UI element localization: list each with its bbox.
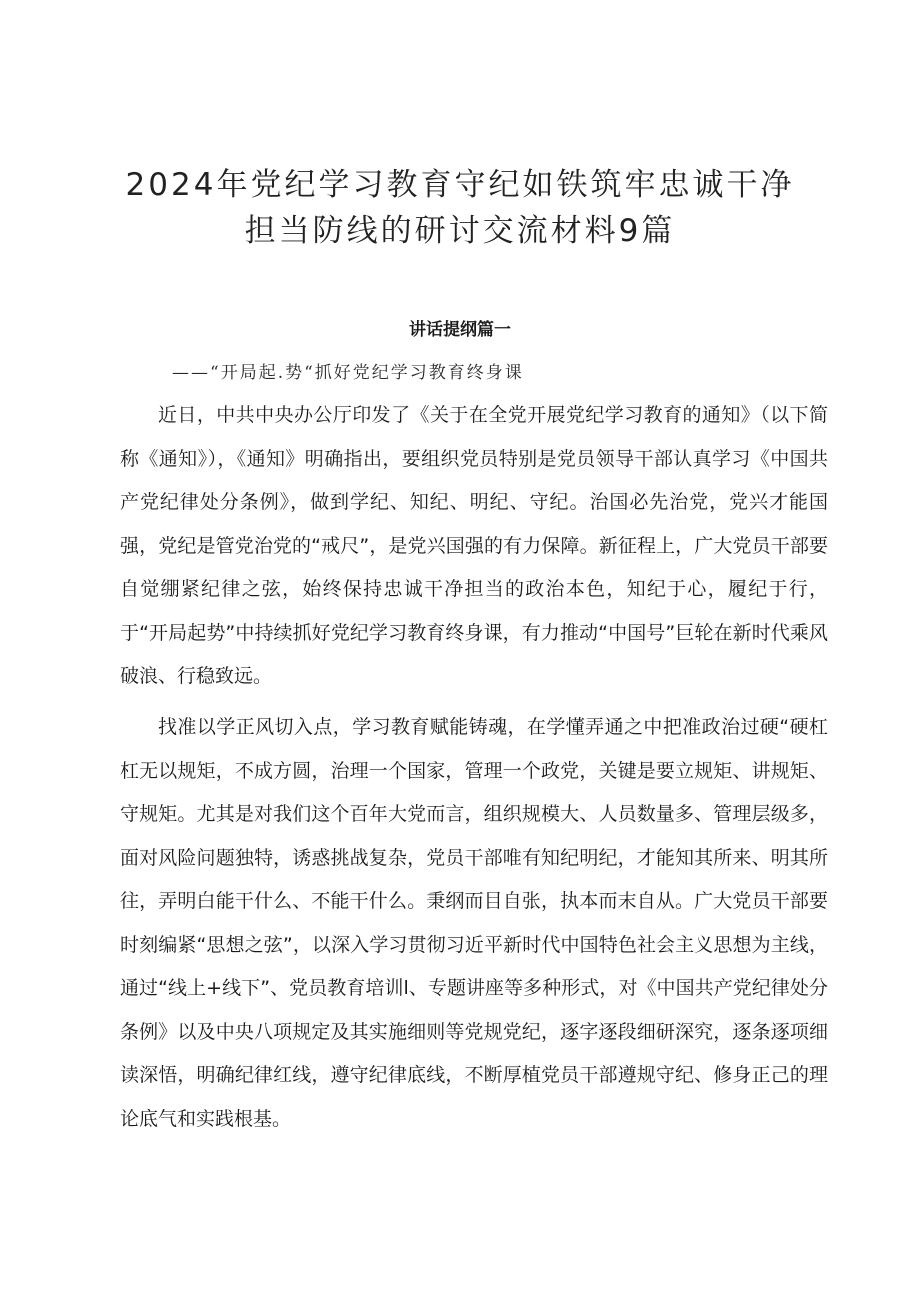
document-title-line-2: 担当防线的研讨交流材料9篇 xyxy=(244,213,676,249)
body-paragraph-2: 找准以学正风切入点，学习教育赋能铸魂，在学懂弄通之中把准政治过硬“硬杠杠无以规矩，不成方圆，治理一个国家，管理一个政党，关键是要立规矩、讲规矩、守规矩。尤其是对我们这个百年大党而言，组织规模大、人员数量多、管理层级多，面对风险问题独特，诱惑挑战复杂，党员干部唯有知纪明纪，才能知其所来、明其所往，弄明白能干什么、不能干什么。秉纲而目自张，执本而末自从。广大党员干部要时刻编紧“思想之弦”，以深入学习贯彻习近平新时代中国特色社会主义思想为主线，通过“线上+线下”、党员教育培训l、专题讲座等多种形式，对《中国共产党纪律处分条例》以及中央八项规定及其实施细则等党规党纪，逐字逐段细研深究，逐条逐项细读深悟，明确纪律红线，遵守纪律底线，不断厚植党员干部遵规守纪、修身正己的理论底气和实践根基。 xyxy=(120,716,828,1130)
body-paragraph-1: 近日，中共中央办公厅印发了《关于在全党开展党纪学习教育的通知》（以下简称《通知》），《通知》明确指出，要组织党员特别是党员领导干部认真学习《中国共产党纪律处分条例》，做到学纪、知纪、明纪、守纪。治国必先治党，党兴才能国强，党纪是管党治党的“戒尺”，是党兴国强的有力保障。新征程上，广大党员干部要自觉绷紧纪律之弦，始终保持忠诚干净担当的政治本色，知纪于心，履纪于行，于“开局起势”中持续抓好党纪学习教育终身课，有力推动“中国号”巨轮在新时代乘风破浪、行稳致远。 xyxy=(120,404,828,687)
section-heading: 讲话提纲篇一 xyxy=(409,320,511,340)
document-title-line-1: 2024年党纪学习教育守纪如铁筑牢忠诚干净 xyxy=(125,167,795,203)
section-tagline: ——“开局起.势“抓好党纪学习教育终身课 xyxy=(172,363,524,383)
